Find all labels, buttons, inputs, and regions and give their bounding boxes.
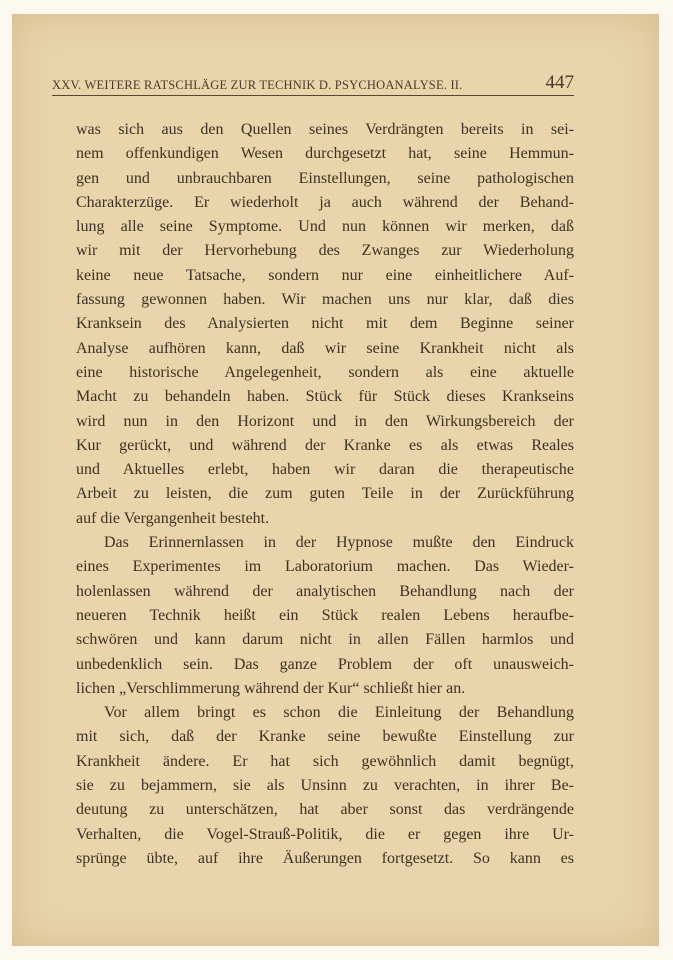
text-line: Macht zu behandeln haben. Stück für Stück dieses Krankseins [76, 388, 574, 406]
text-line: unbedenklich sein. Das ganze Problem der oft unausweich- [76, 655, 574, 673]
text-line: wir mit der Hervorhebung des Zwanges zur Wiederholung [76, 242, 574, 260]
paragraph-start-line: Das Erinnernlassen in der Hypnose mußte den Eindruck [104, 534, 574, 552]
text-line: Verhalten, die Vogel-Strauß-Politik, die er gegen ihre Ur- [76, 825, 574, 843]
text-line: und Aktuelles erlebt, haben wir daran die therapeutische [76, 461, 574, 479]
text-line: Krankheit ändere. Er hat sich gewöhnlich damit begnügt, [76, 752, 574, 770]
text-line: neueren Technik heißt ein Stück realen Lebens heraufbe- [76, 606, 574, 624]
running-title: XXV. WEITERE RATSCHLÄGE ZUR TECHNIK D. PSYCHOANALYSE. II. [52, 78, 463, 92]
text-line: Kranksein des Analysierten nicht mit dem Beginne seiner [76, 315, 574, 333]
text-line: keine neue Tatsache, sondern nur eine einheitlichere Auf- [76, 266, 574, 284]
text-line: Charakterzüge. Er wiederholt ja auch während der Behand- [76, 193, 574, 211]
text-line: schwören und kann darum nicht in allen Fällen harmlos und [76, 631, 574, 649]
paragraph-end-line: auf die Vergangenheit besteht. [76, 509, 270, 527]
text-line: eines Experimentes im Laboratorium machen. Das Wieder- [76, 558, 574, 576]
text-line: sie zu bejammern, sie als Unsinn zu verachten, in ihrer Be- [76, 777, 574, 795]
text-line: Arbeit zu leisten, die zum guten Teile in der Zurückführung [76, 485, 574, 503]
paragraph-end-line: lichen „Verschlimmerung während der Kur“ schließt hier an. [76, 679, 466, 697]
text-line: Kur gerückt, und während der Kranke es als etwas Reales [76, 436, 574, 454]
text-line: gen und unbrauchbaren Einstellungen, seine pathologischen [76, 169, 574, 187]
text-line: nem offenkundigen Wesen durchgesetzt hat, seine Hemmun- [76, 145, 574, 163]
text-line: lung alle seine Symptome. Und nun können wir merken, daß [76, 218, 574, 236]
body-text [76, 118, 574, 871]
page-header [52, 66, 574, 96]
text-line: eine historische Angelegenheit, sondern als eine aktuelle [76, 363, 574, 381]
text-line: fassung gewonnen haben. Wir machen uns nur klar, daß dies [76, 291, 574, 309]
text-line: holenlassen während der analytischen Behandlung nach der [76, 582, 574, 600]
page-number: 447 [545, 72, 574, 93]
paragraph-start-line: Vor allem bringt es schon die Einleitung der Behandlung [104, 704, 574, 722]
text-line: was sich aus den Quellen seines Verdrängten bereits in sei- [76, 121, 574, 138]
text-line: deutung zu unterschätzen, hat aber sonst das verdrängende [76, 801, 574, 819]
text-line: wird nun in den Horizont und in den Wirkungsbereich der [76, 412, 574, 430]
text-line: Analyse aufhören kann, daß wir seine Krankheit nicht als [76, 339, 574, 357]
header-rule [52, 95, 574, 96]
text-line: mit sich, daß der Kranke seine bewußte Einstellung zur [76, 728, 574, 746]
text-line: sprünge übte, auf ihre Äußerungen fortgesetzt. So kann es [76, 849, 574, 867]
